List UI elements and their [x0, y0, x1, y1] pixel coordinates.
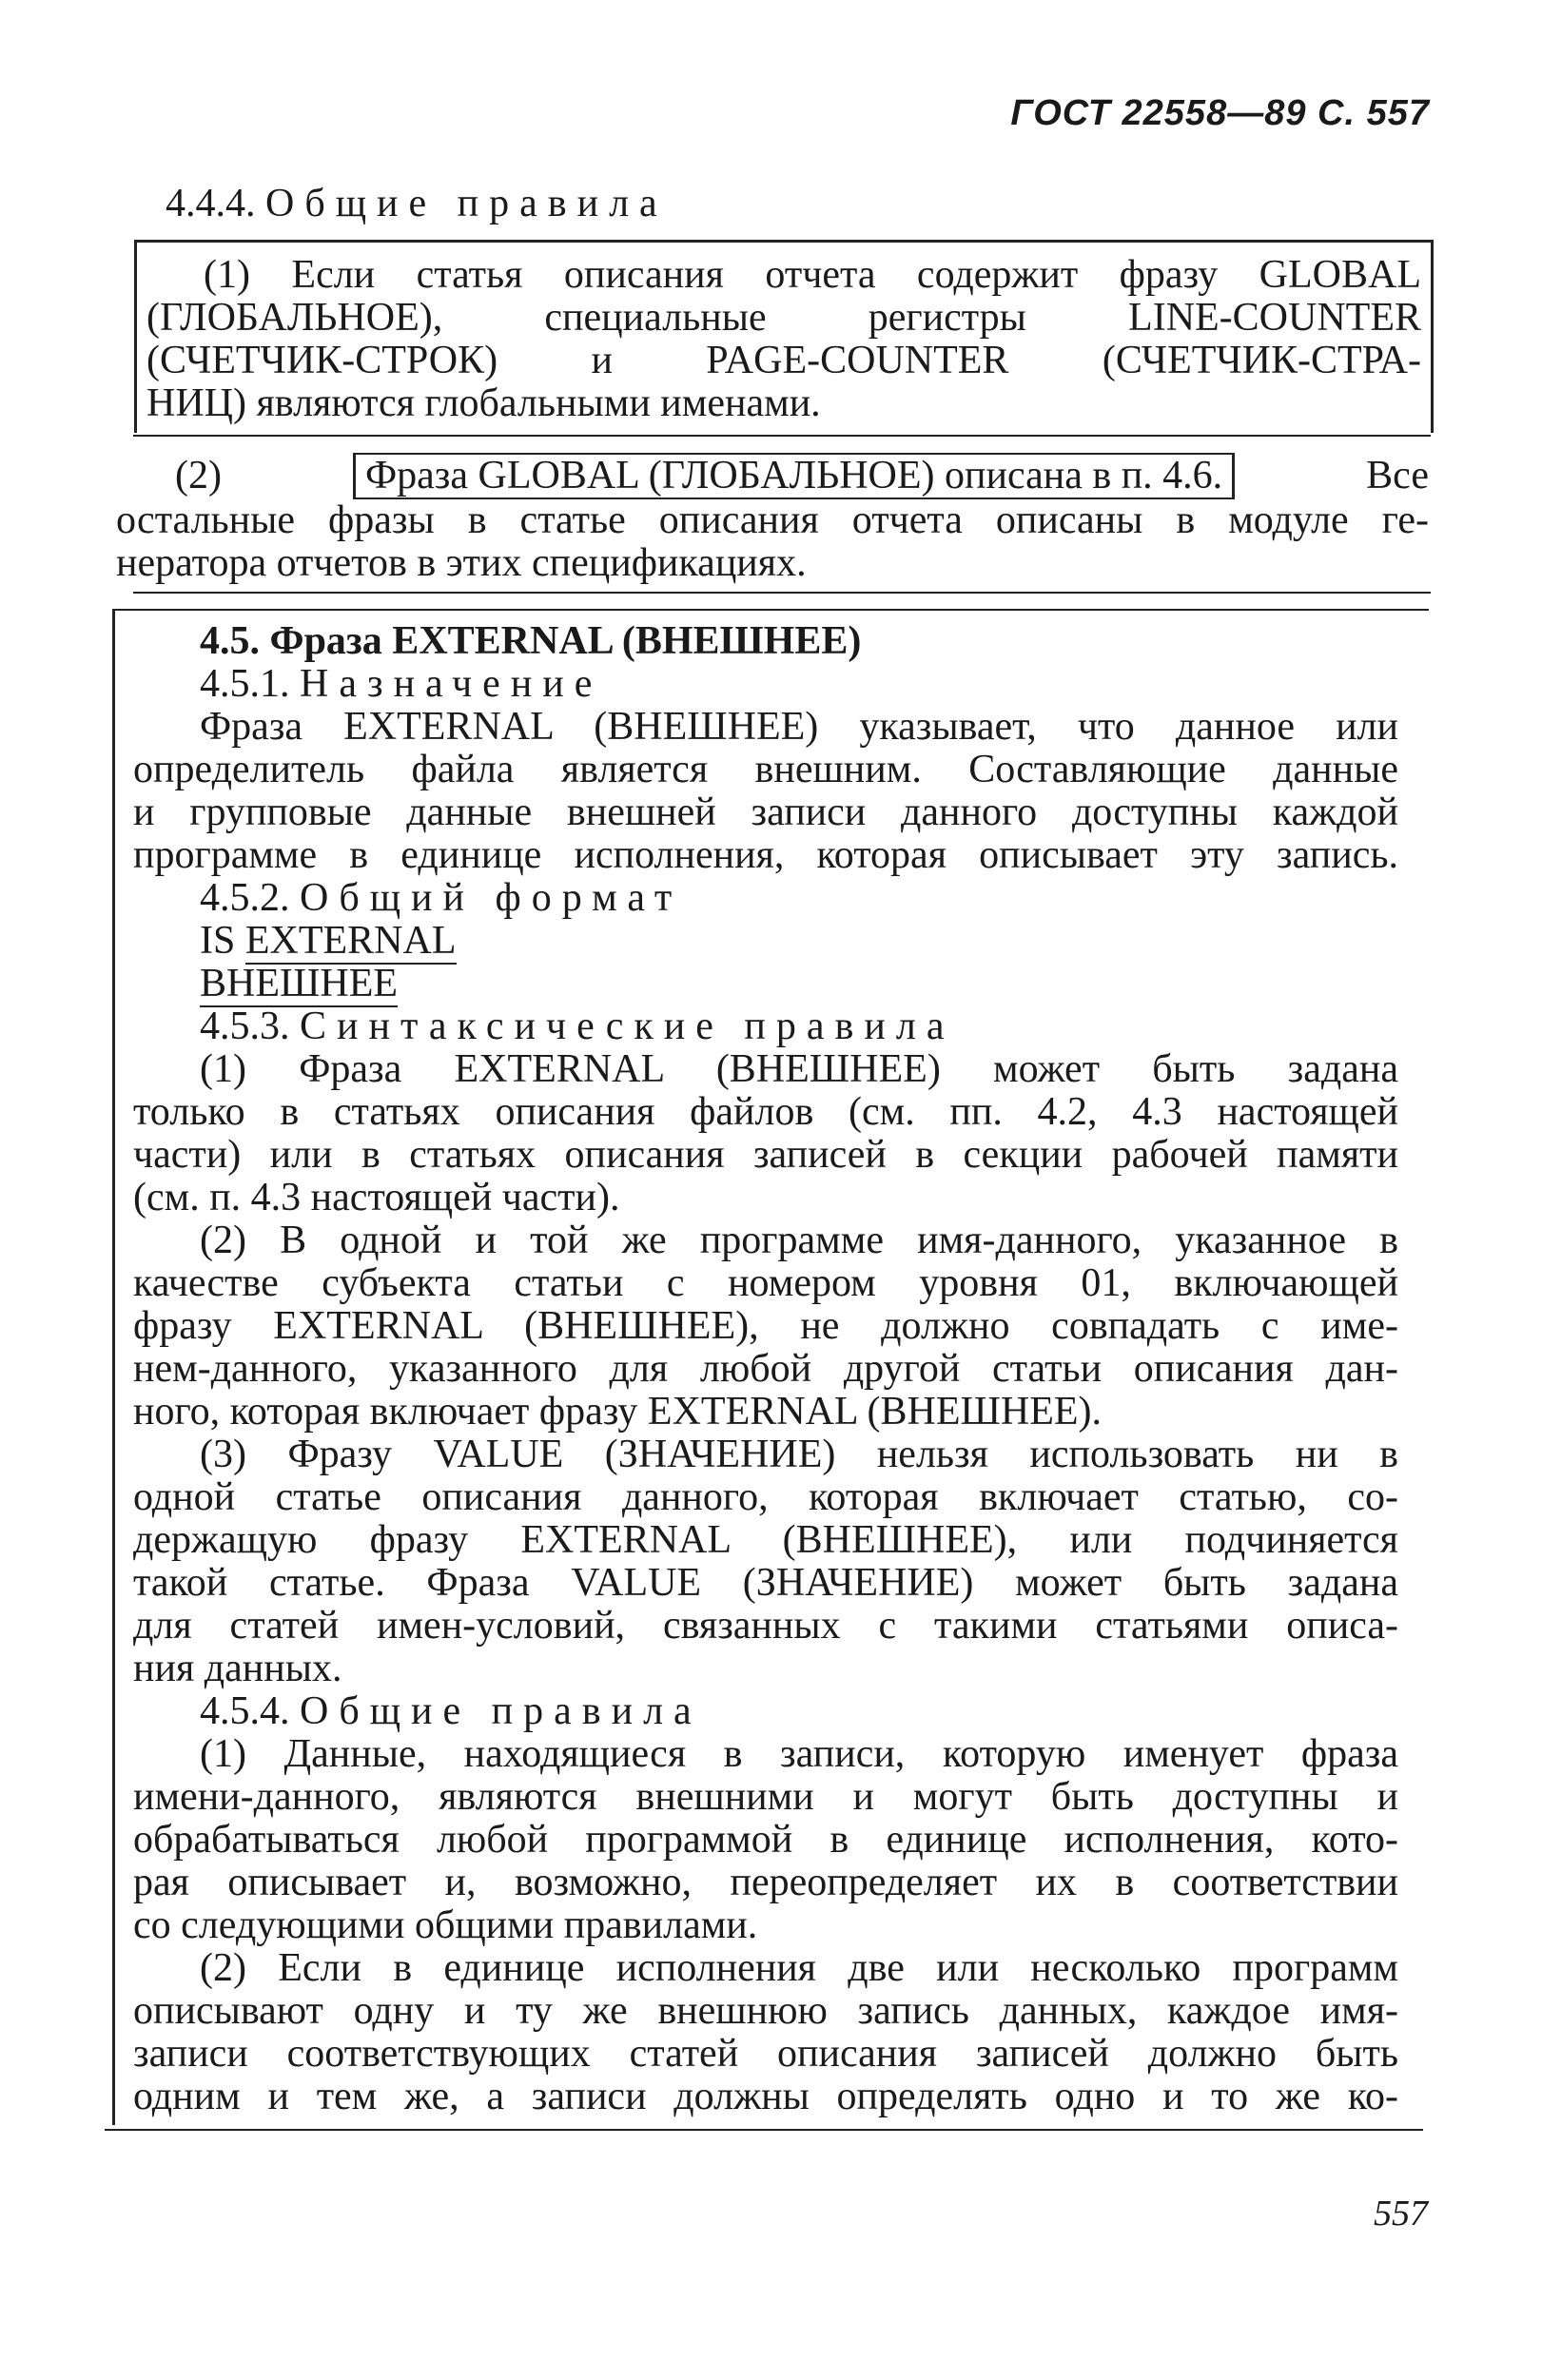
format-keyword-underlined: EXTERNAL — [244, 919, 457, 963]
text-line: (2) В одной и той же программе имя-данного, указанное в — [200, 1219, 1398, 1262]
text-line: (ГЛОБАЛЬНОЕ), специальные регистры LINE-COUNTER — [146, 296, 1421, 340]
section-title: Назначение — [300, 662, 603, 706]
text-line: ного, которая включает фразу EXTERNAL (ВНЕШНЕЕ). — [133, 1390, 1102, 1434]
divider — [112, 609, 1429, 611]
change-bar — [112, 611, 115, 2125]
section-title: Общие правила — [300, 1689, 702, 1733]
section-4-5-3-heading — [133, 1005, 1398, 1048]
format-fragment — [133, 920, 457, 965]
text-line: (СЧЕТЧИК-СТРОК) и PAGE-COUNTER (СЧЕТЧИК-СТРА- — [146, 339, 1421, 382]
section-number: 4.5.2. — [200, 876, 290, 920]
text-line: описывают одну и ту же внешнюю запись данных, каждое имя- — [133, 1989, 1398, 2033]
text-line: Фраза EXTERNAL (ВНЕШНЕЕ) указывает, что данное или — [200, 705, 1398, 749]
text-line: записи соответствующих статей описания записей должно быть — [133, 2032, 1398, 2076]
text-line: (1) Если статья описания отчета содержит фразу GLOBAL — [204, 253, 1421, 297]
text-line: нератора отчетов в этих спецификациях. — [116, 541, 807, 585]
text-line: качестве субъекта статьи с номером уровня 01, включающей — [133, 1261, 1398, 1305]
divider — [133, 435, 1431, 437]
section-4-5 — [133, 620, 1398, 2118]
text-line: со следующими общими правилами. — [133, 1903, 758, 1947]
format-line — [133, 963, 1398, 1005]
text-line: такой статье. Фраза VALUE (ЗНАЧЕНИЕ) может быть задана — [133, 1561, 1398, 1605]
running-header: ГОСТ 22558—89 С. 557 — [1010, 93, 1430, 133]
boxed-reference: Фраза GLOBAL (ГЛОБАЛЬНОЕ) описана в п. 4.6. — [353, 453, 1235, 499]
rule-2-block — [116, 453, 1429, 585]
text-line: держащую фразу EXTERNAL (ВНЕШНЕЕ), или подчиняется — [133, 1518, 1398, 1562]
divider — [105, 2129, 1423, 2131]
text-fragment: Все — [1366, 454, 1429, 497]
format-keyword: IS — [200, 919, 245, 963]
text-line: для статей имен-условий, связанных с такими статьями описа- — [133, 1604, 1398, 1648]
format-line — [133, 920, 1398, 963]
format-fragment — [133, 963, 398, 1007]
section-4-5-4-heading — [133, 1690, 1398, 1733]
format-keyword-underlined: ВНЕШНЕЕ — [200, 962, 399, 1005]
text-line: остальные фразы в статье описания отчета описаны в модуле ге- — [116, 498, 1429, 542]
section-title: Общий формат — [300, 876, 683, 920]
section-number: 4.5.4. — [200, 1689, 290, 1733]
section-number: 4.5.3. — [200, 1005, 290, 1048]
text-line: программе в единице исполнения, которая описывает эту запись. — [133, 833, 1398, 877]
text-line: и групповые данные внешней записи данного доступны каждой — [133, 790, 1398, 834]
text-line: части) или в статьях описания записей в секции рабочей памяти — [133, 1133, 1398, 1177]
section-title: Общие правила — [265, 182, 668, 225]
text-line: (1) Фраза EXTERNAL (ВНЕШНЕЕ) может быть задана — [200, 1047, 1398, 1091]
text-line: одной статье описания данного, которая включает статью, со- — [133, 1475, 1398, 1519]
text-line: (3) Фразу VALUE (ЗНАЧЕНИЕ) нельзя использовать ни в — [200, 1433, 1398, 1476]
text-line: (1) Данные, находящиеся в записи, которую именует фраза — [200, 1732, 1398, 1776]
text-line: (2) Если в единице исполнения две или несколько программ — [200, 1946, 1398, 1990]
section-number: 4.4.4. — [166, 182, 256, 225]
text-line — [116, 453, 1429, 499]
text-line: ния данных. — [133, 1647, 342, 1690]
text-line: фразу EXTERNAL (ВНЕШНЕЕ), не должно совпадать с име- — [133, 1304, 1398, 1348]
boxed-rule-1 — [134, 240, 1434, 433]
rule-number: (2) — [175, 454, 222, 497]
text-line: имени-данного, являются внешними и могут быть доступны и — [133, 1775, 1398, 1819]
text-line: одним и тем же, а записи должны определять одно и то же ко- — [133, 2075, 1398, 2118]
section-4-4-4-heading — [166, 183, 668, 225]
section-4-5-2-heading — [133, 877, 1398, 920]
text-line: (см. п. 4.3 настоящей части). — [133, 1176, 620, 1219]
text-line: НИЦ) являются глобальными именами. — [146, 381, 821, 425]
page-number: 557 — [1374, 2194, 1428, 2234]
section-4-5-1-heading — [133, 663, 1398, 706]
section-title: Синтаксические правила — [300, 1005, 955, 1048]
text-line: нем-данного, указанного для любой другой статьи описания дан- — [133, 1347, 1398, 1391]
text-line: определитель файла является внешним. Составляющие данные — [133, 748, 1398, 791]
text-line: обрабатываться любой программой в единице исполнения, кото- — [133, 1818, 1398, 1862]
section-number: 4.5.1. — [200, 662, 290, 706]
section-4-5-heading: 4.5. Фраза EXTERNAL (ВНЕШНЕЕ) — [200, 619, 862, 663]
divider — [133, 592, 1431, 594]
text-line: рая описывает и, возможно, переопределяет их в соответствии — [133, 1861, 1398, 1904]
text-line: только в статьях описания файлов (см. пп. 4.2, 4.3 настоящей — [133, 1090, 1398, 1134]
